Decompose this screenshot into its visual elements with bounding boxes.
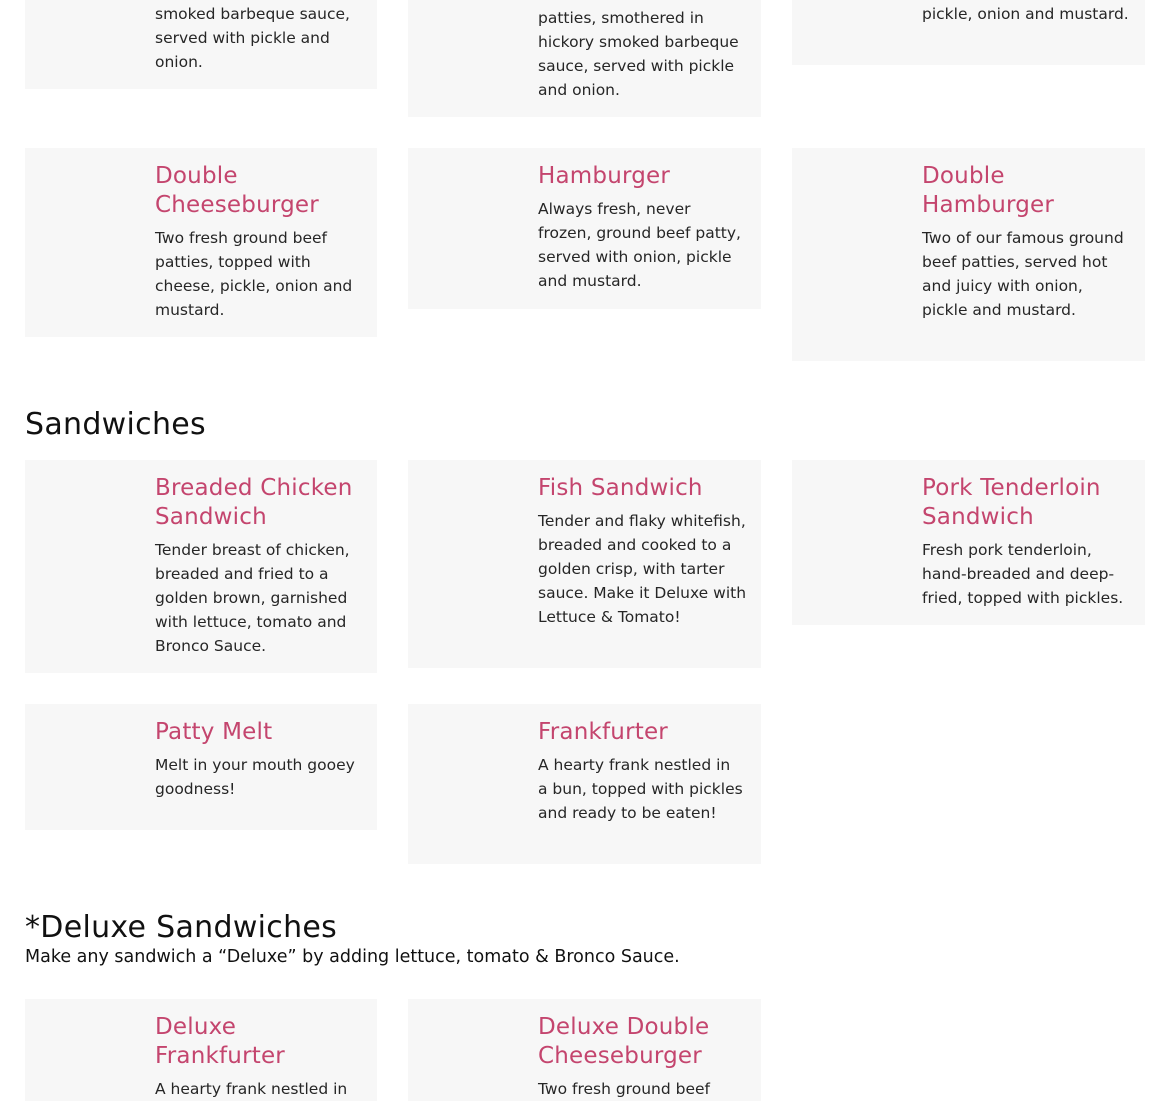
menu-item-description: Tender breast of chicken, breaded and fried to a golden brown, garnished with lettuce, tomato and Bronco Sauce.: [155, 541, 350, 655]
menu-card: [25, 704, 377, 830]
menu-item-description: Tender and flaky whitefish, breaded and cooked to a golden crisp, with tarter sauce. Make it Deluxe with Lettuce & Tomato!: [538, 512, 747, 626]
menu-item-title: Double Cheeseburger: [155, 163, 319, 218]
menu-item-description: Fresh pork tenderloin, hand-breaded and deep-fried, topped with pickles.: [922, 541, 1124, 607]
menu-item-description: pickle, onion and mustard.: [922, 5, 1129, 23]
menu-card: [408, 0, 761, 117]
menu-item-title: Deluxe Double Cheeseburger: [538, 1014, 710, 1069]
menu-item-title: Hamburger: [538, 163, 671, 189]
menu-item-description: Two of our famous ground beef patties, served hot and juicy with onion, pickle and mustard.: [922, 229, 1124, 319]
menu-item-title: Pork Tenderloin Sandwich: [922, 475, 1101, 530]
menu-item-description: patties, smothered in hickory smoked barbeque sauce, served with pickle and onion.: [538, 9, 739, 99]
menu-item-title: Fish Sandwich: [538, 475, 703, 501]
menu-card: [408, 999, 761, 1101]
menu-item-title: Double Hamburger: [922, 163, 1055, 218]
menu-item-title: Patty Melt: [155, 719, 273, 745]
menu-card: [25, 460, 377, 673]
menu-item-description: A hearty frank nestled in: [155, 1080, 348, 1098]
menu-card: [408, 148, 761, 309]
menu-item-title: Deluxe Frankfurter: [155, 1014, 285, 1069]
section-heading-deluxe: *Deluxe Sandwiches: [25, 910, 338, 945]
menu-card: [792, 460, 1145, 625]
menu-card: [25, 999, 377, 1101]
menu-item-description: A hearty frank nestled in a bun, topped with pickles and ready to be eaten!: [538, 756, 743, 822]
section-heading-sandwiches: Sandwiches: [25, 407, 206, 442]
menu-item-description: Two fresh ground beef patties, topped with cheese, pickle, onion and mustard.: [155, 229, 353, 319]
menu-card: [408, 460, 761, 668]
menu-item-title: Breaded Chicken Sandwich: [155, 475, 353, 530]
menu-item-title: Frankfurter: [538, 719, 668, 745]
menu-card: [792, 0, 1145, 65]
section-subtitle: Make any sandwich a “Deluxe” by adding lettuce, tomato & Bronco Sauce.: [25, 947, 680, 967]
menu-card: [25, 148, 377, 337]
menu-item-description: Two fresh ground beef: [538, 1080, 710, 1098]
menu-card: [792, 148, 1145, 361]
menu-item-description: Melt in your mouth gooey goodness!: [155, 756, 355, 798]
menu-item-description: smoked barbeque sauce, served with pickle and onion.: [155, 5, 350, 71]
menu-card: [25, 0, 377, 89]
menu-item-description: Always fresh, never frozen, ground beef patty, served with onion, pickle and mustard.: [538, 200, 741, 290]
menu-card: [408, 704, 761, 864]
